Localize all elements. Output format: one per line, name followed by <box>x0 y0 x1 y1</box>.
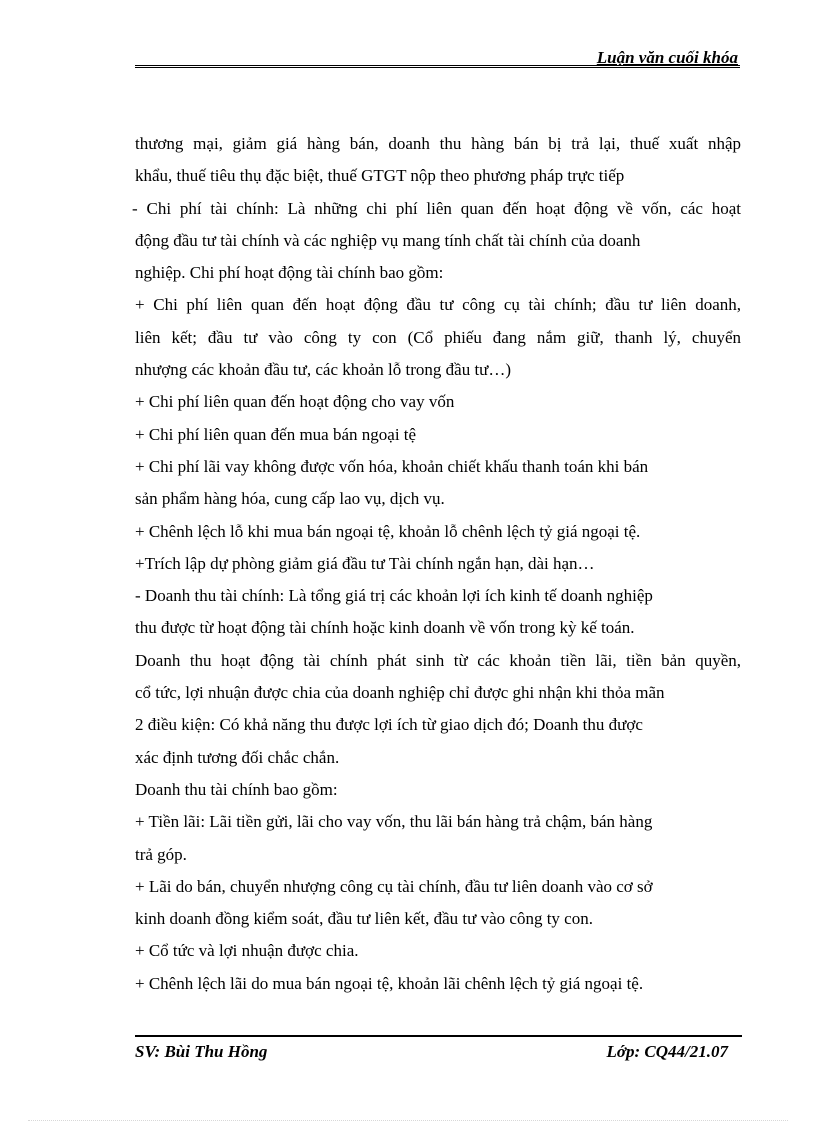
body-line: +Trích lập dự phòng giảm giá đầu tư Tài chính ngắn hạn, dài hạn… <box>135 553 595 573</box>
body-line: nghiệp. Chi phí hoạt động tài chính bao gồm: <box>135 263 444 283</box>
body-line: kinh doanh đồng kiểm soát, đầu tư liên kết, đầu tư vào công ty con. <box>135 909 593 929</box>
body-line: + Chi phí liên quan đến hoạt động đầu tư công cụ tài chính; đầu tư liên doanh, <box>135 295 741 315</box>
body-line: - Doanh thu tài chính: Là tổng giá trị các khoản lợi ích kinh tế doanh nghiệp <box>135 586 653 606</box>
body-line: + Chênh lệch lãi do mua bán ngoại tệ, khoản lãi chênh lệch tỷ giá ngoại tệ. <box>135 973 644 993</box>
body-line: 2 điều kiện: Có khả năng thu được lợi ích từ giao dịch đó; Doanh thu được <box>135 715 643 735</box>
body-line: liên kết; đầu tư vào công ty con (Cổ phiếu đang nắm giữ, thanh lý, chuyển <box>135 327 741 347</box>
body-line: thu được từ hoạt động tài chính hoặc kinh doanh về vốn trong kỳ kế toán. <box>135 618 635 638</box>
body-line: + Chi phí liên quan đến mua bán ngoại tệ <box>135 424 417 444</box>
body-line: Doanh thu hoạt động tài chính phát sinh từ các khoản tiền lãi, tiền bản quyền, <box>135 650 741 670</box>
body-line: thương mại, giảm giá hàng bán, doanh thu hàng bán bị trả lại, thuế xuất nhập <box>135 134 741 153</box>
body-line: động đầu tư tài chính và các nghiệp vụ mang tính chất tài chính của doanh <box>135 230 641 250</box>
body-line: + Chi phí lãi vay không được vốn hóa, khoản chiết khấu thanh toán khi bán <box>135 456 649 476</box>
page-bottom-edge <box>28 1120 788 1121</box>
body-line: khẩu, thuế tiêu thụ đặc biệt, thuế GTGT nộp theo phương pháp trực tiếp <box>135 166 625 186</box>
document-body <box>132 128 741 1000</box>
body-line: cổ tức, lợi nhuận được chia của doanh nghiệp chỉ được ghi nhận khi thỏa mãn <box>135 683 665 703</box>
body-line: nhượng các khoản đầu tư, các khoản lỗ trong đầu tư…) <box>135 360 512 380</box>
student-name: SV: Bùi Thu Hồng <box>135 1042 268 1061</box>
page-header <box>135 46 740 70</box>
document-title: Luận văn cuối khóa <box>596 48 738 67</box>
body-line: sản phẩm hàng hóa, cung cấp lao vụ, dịch vụ. <box>135 489 445 509</box>
body-line: + Chênh lệch lỗ khi mua bán ngoại tệ, khoản lỗ chênh lệch tỷ giá ngoại tệ. <box>135 521 641 541</box>
body-line: xác định tương đối chắc chắn. <box>135 747 340 767</box>
body-line: + Cổ tức và lợi nhuận được chia. <box>135 941 359 961</box>
body-line: + Chi phí liên quan đến hoạt động cho vay vốn <box>135 392 455 412</box>
body-line: - Chi phí tài chính: Là những chi phí liên quan đến hoạt động về vốn, các hoạt <box>132 198 741 218</box>
body-line: trả góp. <box>135 844 187 864</box>
body-line: + Tiền lãi: Lãi tiền gửi, lãi cho vay vốn, thu lãi bán hàng trả chậm, bán hàng <box>135 812 653 832</box>
footer-divider <box>135 1035 742 1037</box>
body-line: + Lãi do bán, chuyển nhượng công cụ tài chính, đầu tư liên doanh vào cơ sở <box>135 876 653 896</box>
class-code: Lớp: CQ44/21.07 <box>606 1042 728 1061</box>
body-line: Doanh thu tài chính bao gồm: <box>135 779 338 799</box>
header-divider <box>135 65 740 68</box>
